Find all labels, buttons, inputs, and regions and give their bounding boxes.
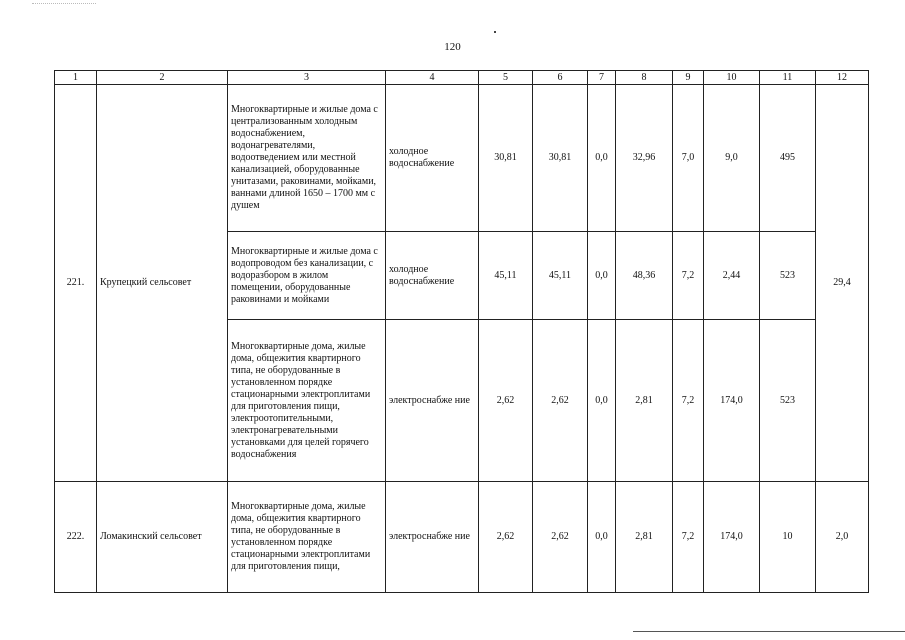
value-col9: 7,2 (673, 320, 704, 482)
scan-artifact-top (32, 3, 96, 4)
service-type: электроснабже ние (386, 320, 479, 482)
table-header-row (55, 71, 869, 85)
value-col5: 2,62 (479, 320, 533, 482)
value-col8: 48,36 (616, 232, 673, 320)
value-col11: 495 (760, 85, 816, 232)
value-col7: 0,0 (588, 320, 616, 482)
service-type: электроснабже ние (386, 482, 479, 593)
value-col12 (816, 85, 869, 482)
value-col5: 45,11 (479, 232, 533, 320)
value-col8: 2,81 (616, 320, 673, 482)
table-row (55, 482, 869, 593)
row-number: 222. (55, 482, 97, 593)
housing-description: Многоквартирные и жилые дома с водопроводом без канализации, с водоразбором в жилом помещении, оборудованные раковинами и мойками (228, 232, 386, 320)
value-col10: 9,0 (704, 85, 760, 232)
value-col11: 523 (760, 232, 816, 320)
value-col7: 0,0 (588, 232, 616, 320)
value-col6: 2,62 (533, 320, 588, 482)
value-col11: 523 (760, 320, 816, 482)
header-cell: 1 (55, 71, 97, 85)
header-cell: 9 (673, 71, 704, 85)
housing-description: Многоквартирные дома, жилые дома, общежития квартирного типа, не оборудованные в установленном порядке стационарными электроплитами для приготовления пищи, (228, 482, 386, 593)
scan-artifact-dot (494, 31, 496, 33)
header-cell: 12 (816, 71, 869, 85)
header-cell: 10 (704, 71, 760, 85)
value-col5: 30,81 (479, 85, 533, 232)
housing-description: Многоквартирные и жилые дома с централизованным холодным водоснабжением, водонагревателями, водоотведением или местной канализацией, оборудованные унитазами, раковинами, мойками, ваннами длиной 1650 – 1700 мм с душем (228, 85, 386, 232)
header-cell: 4 (386, 71, 479, 85)
value-col12: 2,0 (816, 482, 869, 593)
value-col10: 2,44 (704, 232, 760, 320)
value-col11: 10 (760, 482, 816, 593)
page-number: 120 (444, 41, 461, 53)
row-number: 221. (55, 85, 97, 482)
value-col6: 2,62 (533, 482, 588, 593)
value-col9: 7,2 (673, 232, 704, 320)
header-cell: 6 (533, 71, 588, 85)
housing-description: Многоквартирные дома, жилые дома, общежития квартирного типа, не оборудованные в установленном порядке стационарными электроплитами для приготовления пищи, электроотопительными, электронагревательными установками для целей горячего водоснабжения (228, 320, 386, 482)
header-cell: 11 (760, 71, 816, 85)
value-col9: 7,2 (673, 482, 704, 593)
service-type: холодное водоснабжение (386, 232, 479, 320)
value-col7: 0,0 (588, 85, 616, 232)
value-col8: 2,81 (616, 482, 673, 593)
value-col9: 7,0 (673, 85, 704, 232)
header-cell: 5 (479, 71, 533, 85)
header-cell: 2 (97, 71, 228, 85)
value-col6: 45,11 (533, 232, 588, 320)
col12-value: 29,4 (833, 277, 851, 288)
service-type: холодное водоснабжение (386, 85, 479, 232)
value-col10: 174,0 (704, 482, 760, 593)
header-cell: 8 (616, 71, 673, 85)
value-col7: 0,0 (588, 482, 616, 593)
table-row (55, 85, 869, 232)
header-cell: 3 (228, 71, 386, 85)
header-cell: 7 (588, 71, 616, 85)
tariff-table (54, 70, 869, 593)
value-col10: 174,0 (704, 320, 760, 482)
value-col8: 32,96 (616, 85, 673, 232)
value-col6: 30,81 (533, 85, 588, 232)
scan-artifact-bottom-line (633, 631, 905, 632)
municipality-name: Крупецкий сельсовет (97, 85, 228, 482)
municipality-name: Ломакинский сельсовет (97, 482, 228, 593)
value-col5: 2,62 (479, 482, 533, 593)
